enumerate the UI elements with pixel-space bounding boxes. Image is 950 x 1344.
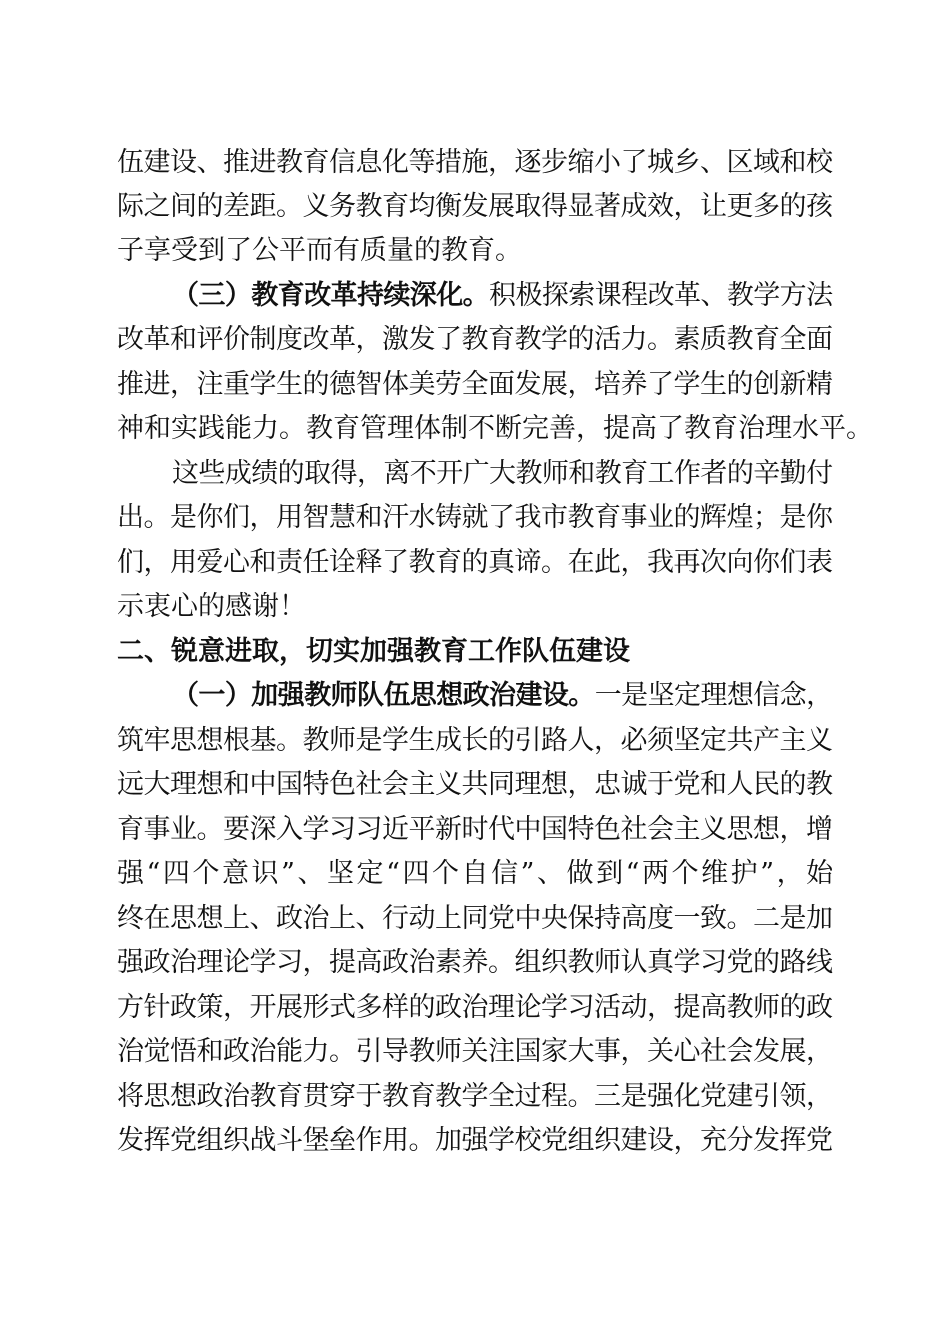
body-line xyxy=(117,141,833,185)
body-text: 远大理想和中国特色社会主义共同理想，忠诚于党和人民的教 xyxy=(117,769,833,800)
body-text: 推进，注重学生的德智体美劳全面发展，培养了学生的创新精 xyxy=(117,369,833,400)
body-text: 终在思想上、政治上、行动上同党中央保持高度一致。二是加 xyxy=(117,903,833,934)
paragraph-start-line xyxy=(172,452,833,496)
body-line xyxy=(117,986,833,1030)
body-text: 积极探索课程改革、教学方法 xyxy=(489,280,833,311)
body-line xyxy=(117,719,833,763)
body-text: 出。是你们，用智慧和汗水铸就了我市教育事业的辉煌；是你 xyxy=(117,502,833,533)
body-text: 神和实践能力。教育管理体制不断完善，提高了教育治理水平。 xyxy=(117,413,873,444)
body-line xyxy=(117,407,873,451)
body-line xyxy=(117,229,833,273)
section-heading-line xyxy=(117,630,833,674)
body-line xyxy=(117,941,833,985)
body-line xyxy=(117,185,833,229)
body-text: 示衷心的感谢！ xyxy=(117,591,306,622)
body-line xyxy=(117,318,833,362)
body-text: 强政治理论学习，提高政治素养。组织教师认真学习党的路线 xyxy=(117,947,833,978)
body-text: 一是坚定理想信念， xyxy=(594,680,833,711)
section-heading: 二、锐意进取，切实加强教育工作队伍建设 xyxy=(117,636,630,667)
body-text: 方针政策，开展形式多样的政治理论学习活动，提高教师的政 xyxy=(117,992,833,1023)
body-text: 治觉悟和政治能力。引导教师关注国家大事，关心社会发展， xyxy=(117,1036,833,1067)
body-text: 子享受到了公平而有质量的教育。 xyxy=(117,235,522,266)
body-text: 强“四个意识”、坚定“四个自信”、做到“两个维护”，始 xyxy=(117,858,836,889)
body-line xyxy=(117,585,833,629)
paragraph-start-line xyxy=(172,674,833,718)
body-text: 际之间的差距。义务教育均衡发展取得显著成效，让更多的孩 xyxy=(117,191,833,222)
body-line xyxy=(117,1075,833,1119)
body-text: 将思想政治教育贯穿于教育教学全过程。三是强化党建引领， xyxy=(117,1081,833,1112)
subheading-lead: （三）教育改革持续深化。 xyxy=(172,280,490,311)
body-text: 这些成绩的取得，离不开广大教师和教育工作者的辛勤付 xyxy=(172,458,833,489)
subheading-lead: （一）加强教师队伍思想政治建设。 xyxy=(172,680,595,711)
body-text: 育事业。要深入学习习近平新时代中国特色社会主义思想，增 xyxy=(117,814,833,845)
body-text: 筑牢思想根基。教师是学生成长的引路人，必须坚定共产主义 xyxy=(117,725,833,756)
body-line xyxy=(117,808,833,852)
body-line xyxy=(117,1119,833,1163)
body-line xyxy=(117,541,833,585)
body-line xyxy=(117,763,833,807)
body-line xyxy=(117,1030,833,1074)
body-text: 伍建设、推进教育信息化等措施，逐步缩小了城乡、区域和校 xyxy=(117,147,833,178)
body-line xyxy=(117,852,836,896)
body-text: 们，用爱心和责任诠释了教育的真谛。在此，我再次向你们表 xyxy=(117,547,833,578)
body-line xyxy=(117,496,833,540)
body-line xyxy=(117,897,833,941)
paragraph-start-line xyxy=(172,274,833,318)
body-line xyxy=(117,363,833,407)
body-text: 发挥党组织战斗堡垒作用。加强学校党组织建设，充分发挥党 xyxy=(117,1125,833,1156)
body-text: 改革和评价制度改革，激发了教育教学的活力。素质教育全面 xyxy=(117,324,833,355)
